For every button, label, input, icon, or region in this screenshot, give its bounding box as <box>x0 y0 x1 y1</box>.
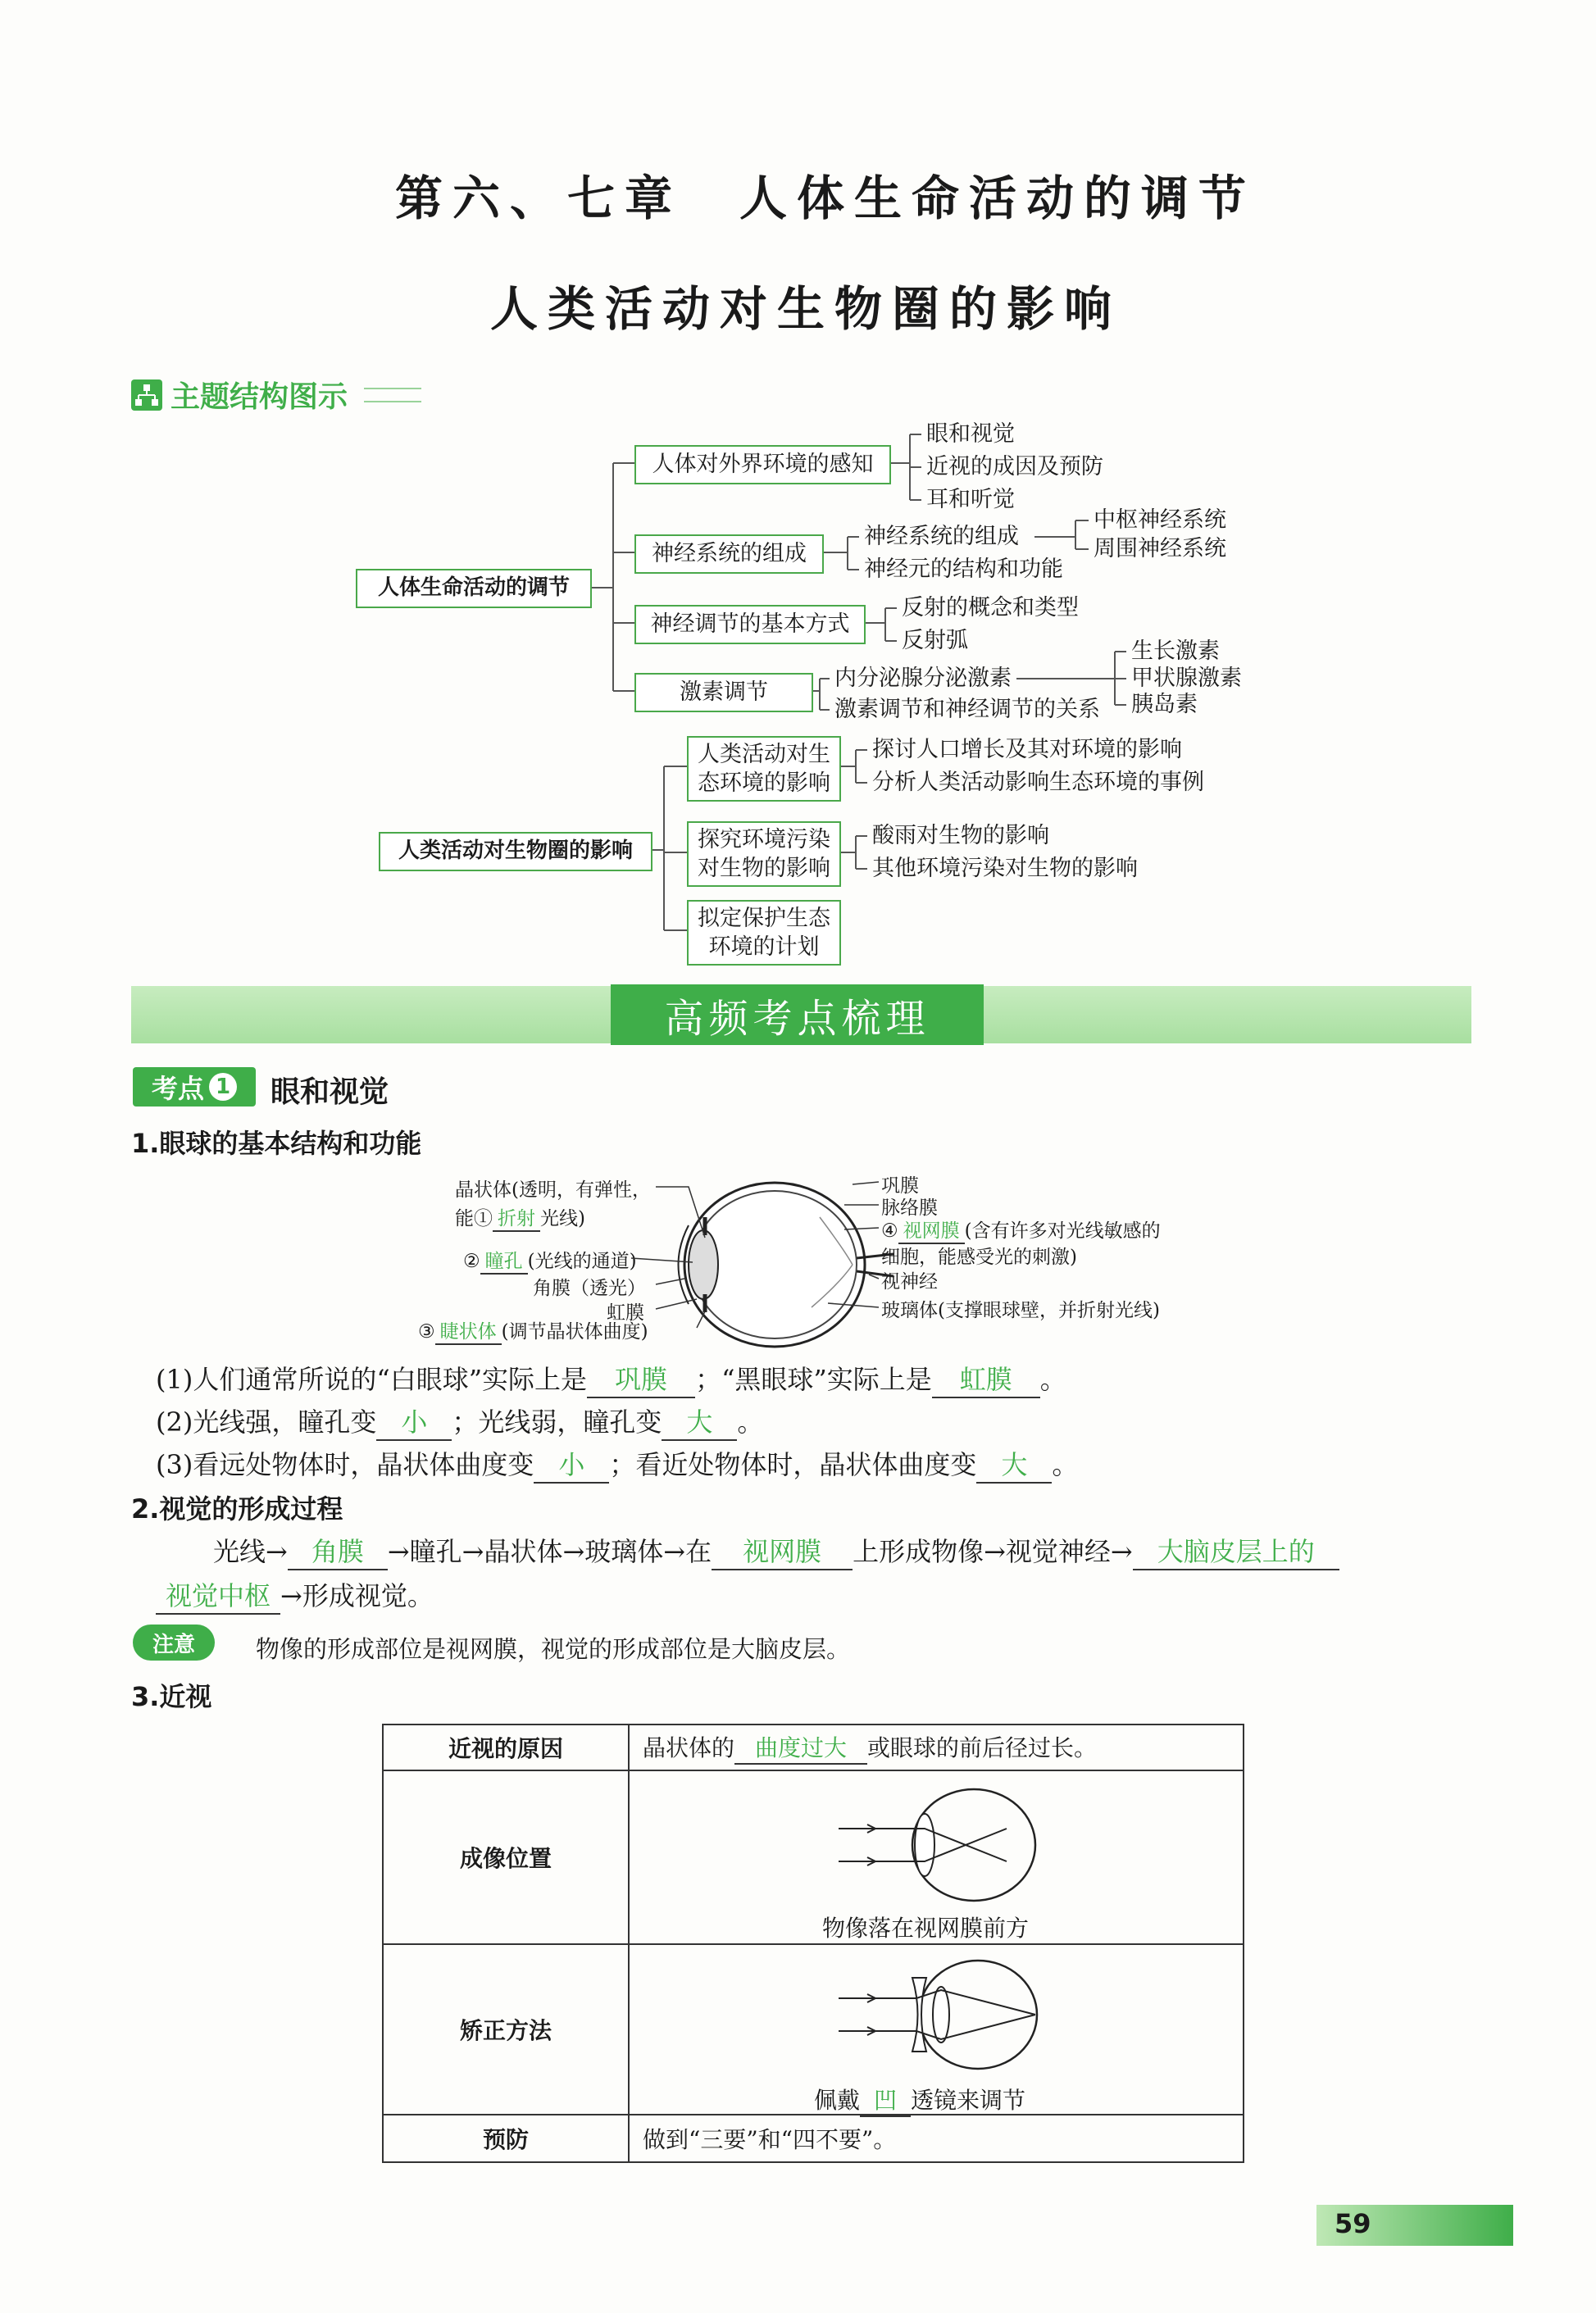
answer-blank: 大 <box>662 1402 737 1441</box>
mindmap-leaf: 分析人类活动影响生态环境的事例 <box>872 770 1204 795</box>
eye-label-cornea: 角膜（透光） <box>533 1278 646 1299</box>
answer-blank: 虹膜 <box>932 1359 1040 1398</box>
mindmap-leaf: 反射的概念和类型 <box>902 595 1079 620</box>
mindmap-branch-perception: 人体对外界环境的感知 <box>634 445 891 484</box>
answer-blank: 凹 <box>860 2083 911 2117</box>
eye-label-choroid: 脉络膜 <box>881 1197 938 1219</box>
eye-label-text: 能① <box>455 1208 493 1229</box>
answer-blank: 曲度过大 <box>734 1730 867 1765</box>
q-text: 。 <box>1039 1364 1066 1395</box>
note-tag: 注意 <box>133 1625 215 1661</box>
myopia-table <box>382 1724 1244 2163</box>
mindmap-branch-reflex: 神经调节的基本方式 <box>634 605 866 644</box>
box-line: 探究环境污染 <box>698 826 830 852</box>
question-3 <box>156 1444 1078 1484</box>
mindmap-leaf: 探讨人口增长及其对环境的影响 <box>872 737 1182 762</box>
eye-label-sclera: 巩膜 <box>881 1175 919 1197</box>
vision-process-line-2 <box>156 1575 434 1615</box>
box-line: 环境的计划 <box>708 934 820 960</box>
answer-blank: 小 <box>534 1444 609 1484</box>
table-header-cell: 矫正方法 <box>383 1944 629 2115</box>
mindmap-leaf: 周围神经系统 <box>1094 536 1226 561</box>
q-text: ；“黑眼球”实际上是 <box>695 1364 932 1395</box>
cell-text: 佩戴 <box>814 2087 861 2114</box>
answer-blank: 小 <box>376 1402 452 1441</box>
eye-label-retina-2: 细胞，能感受光的刺激) <box>881 1247 1077 1268</box>
eye-label-text: ③ <box>418 1321 435 1343</box>
answer-blank: 大 <box>976 1444 1052 1484</box>
cell-text: 晶状体的 <box>643 1734 735 1761</box>
question-2 <box>156 1402 763 1441</box>
eye-label-text: 光线) <box>540 1208 585 1229</box>
q-text: 。 <box>1052 1449 1079 1480</box>
q-text: ；光线弱，瞳孔变 <box>452 1406 662 1438</box>
q-text: 上形成物像→视觉神经→ <box>853 1536 1133 1567</box>
eye-label-text: ② <box>463 1251 480 1272</box>
table-cell <box>629 1770 1244 1944</box>
mindmap-leaf: 内分泌腺分泌激素 <box>834 666 1012 691</box>
mindmap-leaf: 眼和视觉 <box>926 421 1015 447</box>
q-text: (2)光线强，瞳孔变 <box>156 1406 377 1438</box>
q-text: 。 <box>737 1406 764 1438</box>
q-text: 光线→ <box>213 1536 288 1567</box>
q-text: →形成视觉。 <box>280 1580 434 1611</box>
box-line: 人类活动对生 <box>698 741 830 767</box>
mindmap-branch-nervous: 神经系统的组成 <box>634 534 824 574</box>
answer-blank: 视网膜 <box>898 1216 965 1244</box>
mindmap-leaf: 神经系统的组成 <box>864 524 1019 549</box>
page-number: 59 <box>1335 2208 1371 2239</box>
mindmap-leaf: 甲状腺激素 <box>1131 666 1242 691</box>
mindmap-branch-hormone: 激素调节 <box>634 673 813 712</box>
answer-blank: 巩膜 <box>587 1359 695 1398</box>
q-text: →瞳孔→晶状体→玻璃体→在 <box>387 1536 712 1567</box>
mindmap-leaf: 酸雨对生物的影响 <box>872 823 1049 848</box>
cell-text: 或眼球的前后径过长。 <box>867 1734 1098 1761</box>
mindmap-leaf: 反射弧 <box>902 628 968 653</box>
answer-blank: 大脑皮层上的 <box>1133 1531 1339 1570</box>
myopia-correction-diagram <box>834 1953 1048 2076</box>
section-3-title: 3.近视 <box>131 1681 212 1712</box>
section-banner: 高频考点梳理 <box>611 984 984 1045</box>
section-1-title: 1.眼球的基本结构和功能 <box>131 1128 422 1159</box>
mindmap-leaf: 中枢神经系统 <box>1094 507 1226 533</box>
eye-label-text: (含有许多对光线敏感的 <box>964 1220 1161 1242</box>
mindmap-root-1: 人体生命活动的调节 <box>356 569 592 608</box>
mindmap-leaf: 神经元的结构和功能 <box>864 557 1063 582</box>
q-text: ；看近处物体时，晶状体曲度变 <box>609 1449 977 1480</box>
section-2-title: 2.视觉的形成过程 <box>131 1493 343 1525</box>
myopia-image-diagram <box>834 1784 1048 1906</box>
answer-blank: 瞳孔 <box>480 1246 528 1275</box>
mindmap-leaf: 耳和听觉 <box>926 487 1015 512</box>
box-line: 对生物的影响 <box>698 856 830 881</box>
answer-blank: 视觉中枢 <box>156 1575 280 1615</box>
table-cell <box>629 1725 1244 1770</box>
cell-text: 透镜来调节 <box>911 2087 1026 2114</box>
eye-label-optic-nerve: 视神经 <box>881 1271 938 1293</box>
answer-blank: 折射 <box>493 1203 540 1232</box>
kaodian-number: 1 <box>209 1073 237 1101</box>
table-header-cell: 近视的原因 <box>383 1725 629 1770</box>
eye-label-text: (光线的通道) <box>527 1251 637 1272</box>
eye-label-text: ④ <box>881 1220 898 1242</box>
answer-blank: 睫状体 <box>435 1316 502 1345</box>
table-header-cell: 预防 <box>383 2115 629 2162</box>
q-text: (3)看远处物体时，晶状体曲度变 <box>156 1449 534 1480</box>
mindmap-leaf: 胰岛素 <box>1131 692 1198 717</box>
answer-blank: 角膜 <box>288 1531 388 1570</box>
box-line: 态环境的影响 <box>698 770 830 796</box>
mindmap-leaf: 其他环境污染对生物的影响 <box>872 856 1138 881</box>
chapter-title: 第六、七章 人体生命活动的调节 <box>395 170 1257 226</box>
myopia-image-caption: 物像落在视网膜前方 <box>822 1915 1030 1942</box>
note-text: 物像的形成部位是视网膜，视觉的形成部位是大脑皮层。 <box>256 1635 851 1663</box>
mindmap-leaf: 生长激素 <box>1131 638 1220 664</box>
table-cell: 做到“三要”和“四不要”。 <box>629 2115 1244 2162</box>
table-cell <box>629 1944 1244 2115</box>
box-line: 拟定保护生态 <box>698 905 830 931</box>
eye-label-text: (调节晶状体曲度) <box>501 1321 648 1343</box>
answer-blank: 视网膜 <box>712 1531 853 1570</box>
question-1 <box>156 1359 1066 1398</box>
mindmap-leaf: 激素调节和神经调节的关系 <box>834 697 1100 722</box>
kaodian-label: 考点 <box>151 1073 204 1104</box>
mindmap-leaf: 近视的成因及预防 <box>926 454 1103 479</box>
vision-process-line-1 <box>213 1531 1339 1570</box>
mindmap-root-2: 人类活动对生物圈的影响 <box>379 832 652 871</box>
chapter-subtitle: 人类活动对生物圈的影响 <box>490 281 1122 337</box>
q-text: (1)人们通常所说的“白眼球”实际上是 <box>156 1364 588 1395</box>
eye-label-lens: 晶状体(透明，有弹性， <box>455 1179 651 1201</box>
myopia-correction-caption <box>814 2083 1025 2117</box>
eye-label-iris: 虹膜 <box>607 1302 644 1324</box>
eye-label-vitreous: 玻璃体(支撑眼球壁，并折射光线) <box>881 1300 1160 1321</box>
table-header-cell: 成像位置 <box>383 1770 629 1944</box>
structure-heading-text: 主题结构图示 <box>171 380 348 414</box>
kaodian-title: 眼和视觉 <box>271 1075 389 1109</box>
